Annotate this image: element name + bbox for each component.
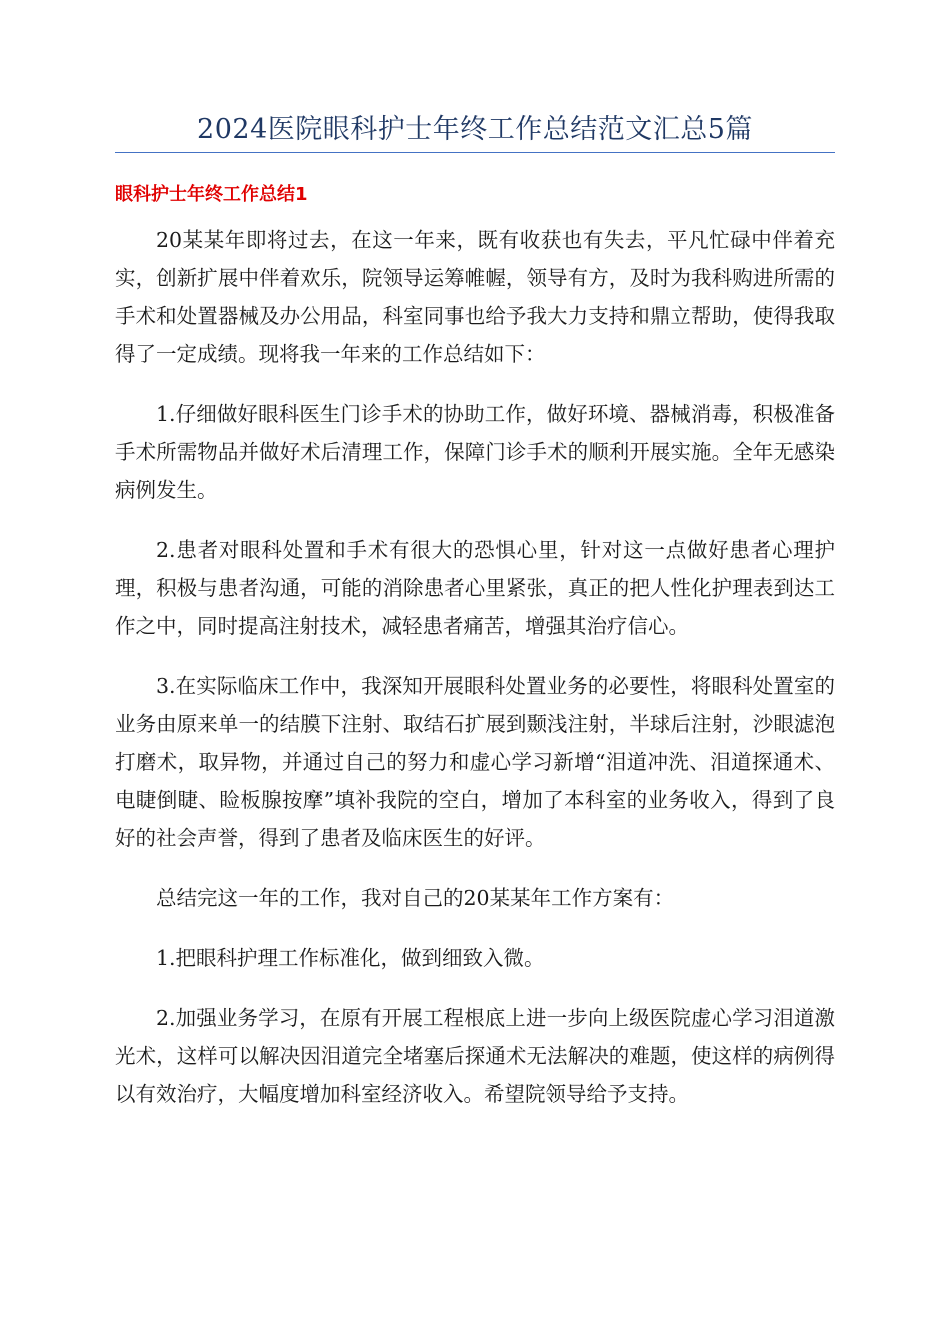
- paragraph-item-1: 1.仔细做好眼科医生门诊手术的协助工作，做好环境、器械消毒，积极准备手术所需物品并做好术后清理工作，保障门诊手术的顺利开展实施。全年无感染病例发生。: [115, 402, 835, 502]
- section-heading: 眼科护士年终工作总结1: [115, 184, 308, 205]
- paragraph-plan-intro: 总结完这一年的工作，我对自己的20某某年工作方案有：: [156, 886, 675, 910]
- paragraph-plan-1: 1.把眼科护理工作标准化，做到细致入微。: [156, 946, 545, 970]
- paragraph-item-2: 2.患者对眼科处置和手术有很大的恐惧心里，针对这一点做好患者心理护理，积极与患者沟通，可能的消除患者心里紧张，真正的把人性化护理表到达工作之中，同时提高注射技术，减轻患者痛苦，增强其治疗信心。: [115, 538, 835, 638]
- title-underline: [115, 152, 835, 153]
- paragraph-plan-2: 2.加强业务学习，在原有开展工程根底上进一步向上级医院虚心学习泪道激光术，这样可以解决因泪道完全堵塞后探通术无法解决的难题，使这样的病例得以有效治疗，大幅度增加科室经济收入。希望院领导给予支持。: [115, 1006, 835, 1106]
- paragraph-item-3: 3.在实际临床工作中，我深知开展眼科处置业务的必要性，将眼科处置室的业务由原来单一的结膜下注射、取结石扩展到颞浅注射，半球后注射，沙眼滤泡打磨术，取异物，并通过自己的努力和虚心学习新增“泪道冲洗、泪道探通术、电睫倒睫、睑板腺按摩”填补我院的空白，增加了本科室的业务收入，得到了良好的社会声誉，得到了患者及临床医生的好评。: [115, 674, 835, 850]
- paragraph-intro: 20某某年即将过去，在这一年来，既有收获也有失去，平凡忙碌中伴着充实，创新扩展中伴着欢乐，院领导运筹帷幄，领导有方，及时为我科购进所需的手术和处置器械及办公用品，科室同事也给予我大力支持和鼎立帮助，使得我取得了一定成绩。现将我一年来的工作总结如下：: [115, 228, 835, 366]
- document-title: 2024医院眼科护士年终工作总结范文汇总5篇: [197, 114, 753, 145]
- document-body: [115, 221, 835, 1135]
